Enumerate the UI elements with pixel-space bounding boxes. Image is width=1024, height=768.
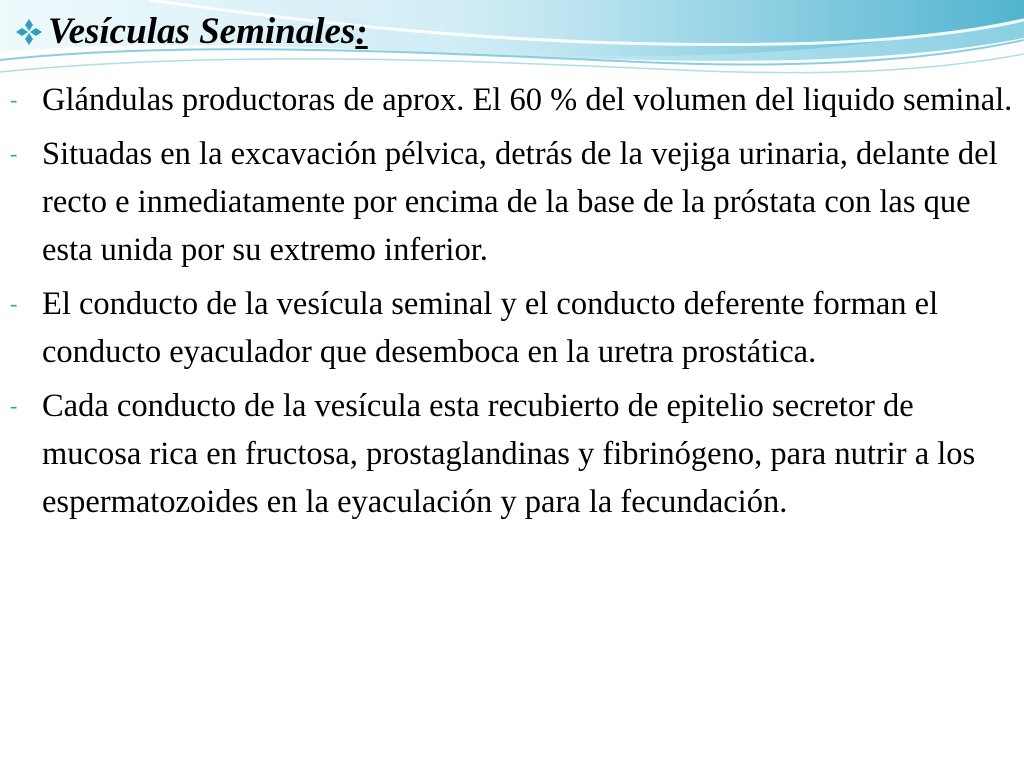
bullet-item	[10, 280, 1018, 376]
dash-bullet-marker: -	[10, 291, 18, 316]
bullet-item	[10, 76, 1018, 124]
slide-title	[14, 10, 368, 54]
bullet-text: Situadas en la excavación pélvica, detrás de la vejiga urinaria, delante del recto e inmediatamente por encima de la base de la próstata con las que esta unida por su extremo inferior.	[42, 136, 998, 268]
diamond-bullet-icon	[14, 17, 44, 47]
bullet-text: El conducto de la vesícula seminal y el conducto deferente forman el conducto eyaculador que desemboca en la uretra prostática.	[42, 286, 939, 370]
title-text: Vesículas Seminales	[48, 11, 356, 52]
title-colon: :	[355, 11, 368, 53]
bullet-list	[10, 76, 1018, 532]
dash-bullet-marker: -	[10, 141, 18, 166]
bullet-item	[10, 130, 1018, 274]
bullet-text: Glándulas productoras de aprox. El 60 % del volumen del liquido seminal.	[42, 82, 1013, 118]
dash-bullet-marker: -	[10, 393, 18, 418]
bullet-item	[10, 382, 1018, 526]
bullet-text: Cada conducto de la vesícula esta recubierto de epitelio secretor de mucosa rica en fructosa, prostaglandinas y fibrinógeno, para nutrir a los espermatozoides en la eyaculación y para la fecundación.	[42, 388, 976, 520]
dash-bullet-marker: -	[10, 87, 18, 112]
